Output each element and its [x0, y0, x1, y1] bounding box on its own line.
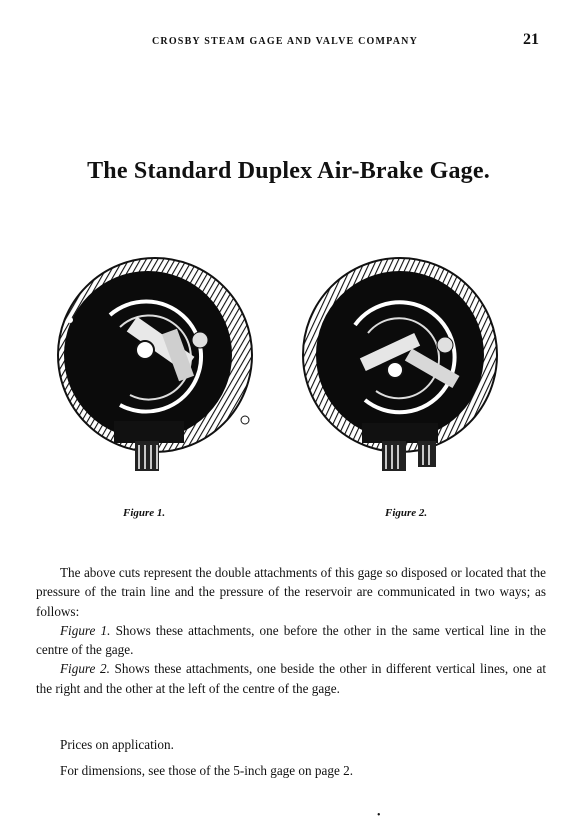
gage-2-drawing [300, 245, 510, 485]
dimensions-line: For dimensions, see those of the 5-inch gage on page 2. [60, 763, 353, 778]
figure-2-text: Shows these attachments, one beside the other in different vertical lines, one at the right and the other at the left of the centre of the gage. [36, 661, 546, 696]
figure-1-description [36, 621, 546, 660]
figure-2-reference: Figure 2. [60, 661, 110, 677]
gage-1-drawing [50, 245, 260, 485]
footer-mark: • [377, 810, 381, 821]
figure-2-caption: Figure 2. [385, 507, 428, 519]
figure-1-gage-illustration [50, 245, 260, 485]
intro-paragraph: The above cuts represent the double attachments of this gage so disposed or located that the pressure of the train line and the pressure of the reservoir are communicated in two ways; as follows: [36, 565, 546, 619]
page-number: 21 [523, 31, 539, 48]
figure-1-caption: Figure 1. [123, 507, 166, 519]
running-head: CROSBY STEAM GAGE AND VALVE COMPANY [151, 36, 418, 47]
figure-2-gage-illustration [300, 245, 510, 485]
prices-line: Prices on application. [60, 737, 174, 752]
figure-1-text: Shows these attachments, one before the other in the same vertical line in the centre of the gage. [36, 622, 547, 658]
page-title: The Standard Duplex Air-Brake Gage. [87, 158, 490, 184]
figure-2-description [36, 659, 546, 698]
figure-1-reference: Figure 1. [60, 622, 111, 638]
body-text [36, 563, 546, 698]
